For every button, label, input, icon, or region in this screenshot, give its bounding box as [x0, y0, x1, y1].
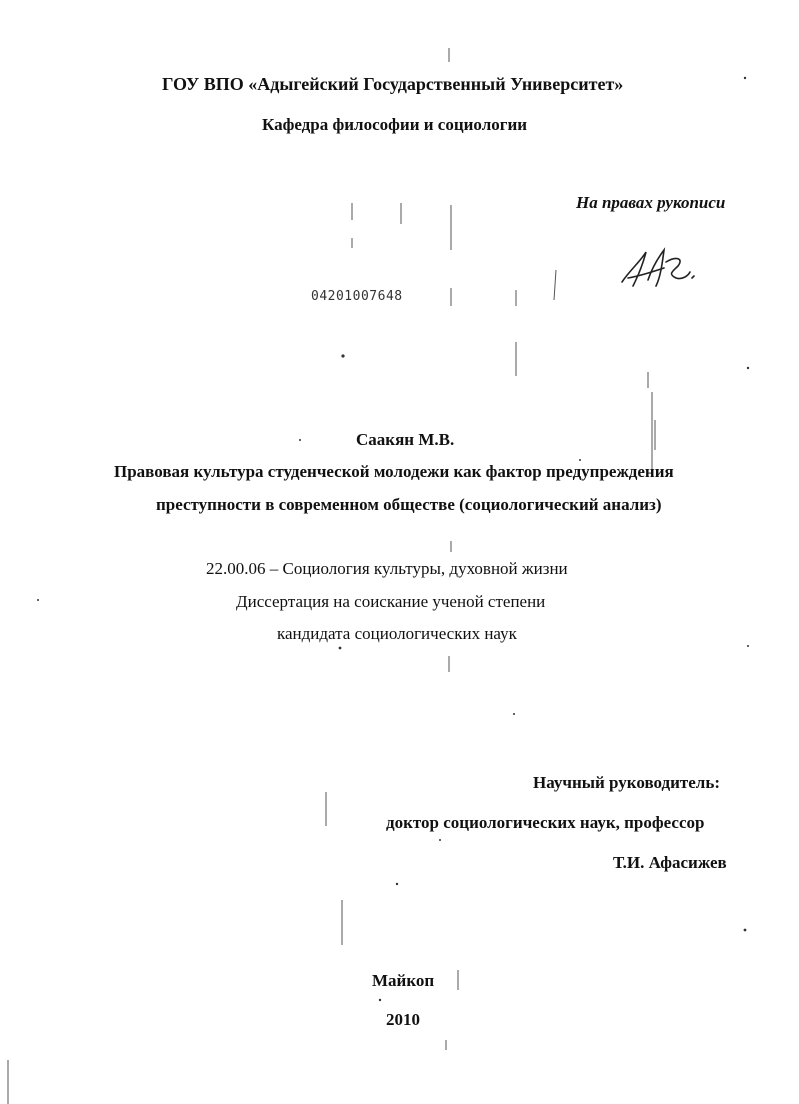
dissertation-title-line-2: преступности в современном обществе (социологический анализ): [156, 495, 662, 514]
manuscript-note: На правах рукописи: [576, 193, 726, 212]
supervisor-label: Научный руководитель:: [533, 773, 720, 792]
signature-icon: [622, 250, 694, 286]
year: 2010: [386, 1010, 420, 1029]
author-name: Саакян М.В.: [356, 430, 455, 449]
inventory-number: 04201007648: [311, 289, 403, 304]
department-name: Кафедра философии и социологии: [262, 115, 528, 134]
degree-line-1: Диссертация на соискание ученой степени: [236, 592, 546, 611]
degree-line-2: кандидата социологических наук: [277, 624, 517, 643]
supervisor-title: доктор социологических наук, профессор: [386, 813, 705, 832]
dissertation-title-line-1: Правовая культура студенческой молодежи как фактор предупреждения: [114, 462, 674, 481]
city: Майкоп: [372, 971, 435, 990]
supervisor-name: Т.И. Афасижев: [613, 853, 727, 872]
specialty: 22.00.06 – Социология культуры, духовной жизни: [206, 559, 568, 578]
university-name: ГОУ ВПО «Адыгейский Государственный Университет»: [162, 74, 624, 94]
